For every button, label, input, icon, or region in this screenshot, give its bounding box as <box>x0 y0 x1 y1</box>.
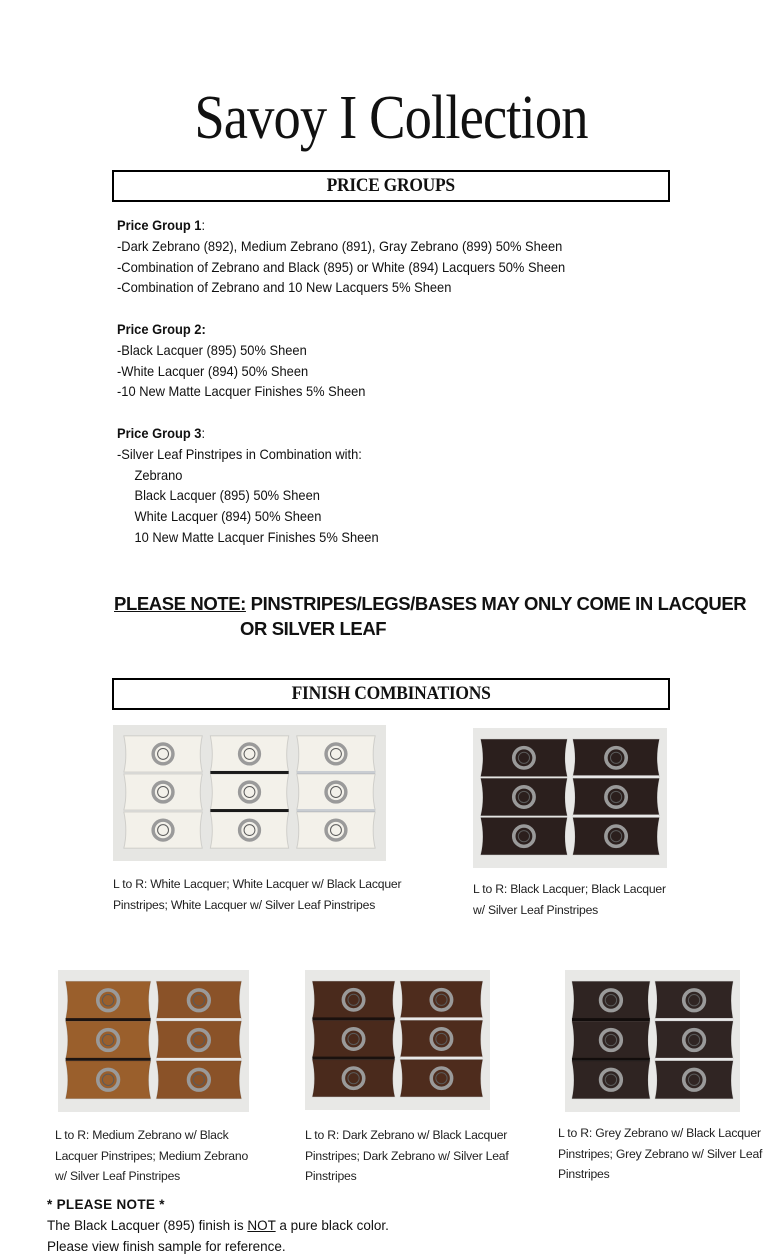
price-group-label: Price Group 2: <box>117 321 206 337</box>
list-item: -White Lacquer (894) 50% Sheen <box>117 362 309 379</box>
list-subitem: White Lacquer (894) 50% Sheen <box>134 508 322 525</box>
list-item: -Dark Zebrano (892), Medium Zebrano (891), Gray Zebrano (899) 50% Sheen <box>117 237 563 254</box>
swatch-photo-grey-zebrano <box>565 970 740 1112</box>
ring-pull-center <box>688 1034 699 1045</box>
ring-pull-center <box>518 791 529 802</box>
list-item: -Silver Leaf Pinstripes in Combination with: <box>117 445 362 462</box>
list-item: -Combination of Zebrano and 10 New Lacquers 5% Sheen <box>117 279 452 296</box>
ring-pull-center <box>610 752 621 763</box>
list-subitem: 10 New Matte Lacquer Finishes 5% Sheen <box>134 528 379 545</box>
list-item: -Black Lacquer (895) 50% Sheen <box>117 341 307 358</box>
price-groups-heading: PRICE GROUPS <box>112 170 670 202</box>
ring-pull-center <box>348 1033 359 1044</box>
price-group-label: Price Group 1 <box>117 217 202 233</box>
ring-pull-center <box>436 1073 447 1084</box>
swatch-caption: L to R: White Lacquer; White Lacquer w/ Black Lacquer Pinstripes; White Lacquer w/ Silver Leaf Pinstripes <box>113 877 402 912</box>
ring-pull-center <box>605 1034 616 1045</box>
footer-heading: * PLEASE NOTE * <box>47 1197 165 1212</box>
ring-pull-center <box>610 831 621 842</box>
list-subitem: Black Lacquer (895) 50% Sheen <box>134 487 320 504</box>
please-note-line-1: PLEASE NOTE: PINSTRIPES/LEGS/BASES MAY ONLY COME IN LACQUER <box>114 593 747 614</box>
please-note-line-2: OR SILVER LEAF <box>240 618 387 639</box>
footer-note <box>47 1194 389 1257</box>
ring-pull-center <box>102 1074 113 1085</box>
swatch-caption: L to R: Grey Zebrano w/ Black Lacquer Pinstripes; Grey Zebrano w/ Silver Leaf Pinstripes <box>558 1126 763 1181</box>
ring-pull-center <box>331 787 342 798</box>
ring-pull-center <box>331 748 342 759</box>
price-group-1: Price Group 1: -Dark Zebrano (892), Medium Zebrano (891), Gray Zebrano (899) 50% Sheen -Combination of Zebrano and Black (895) or White (894) Lacquers 50% Sheen -Combination of Zebrano and 10 New Lacquers 5% Sheen <box>117 215 604 298</box>
swatch-caption: L to R: Dark Zebrano w/ Black Lacquer Pinstripes; Dark Zebrano w/ Silver Leaf Pinstripes <box>305 1128 509 1183</box>
finish-combinations-heading: FINISH COMBINATIONS <box>112 678 670 710</box>
ring-pull-center <box>436 1033 447 1044</box>
ring-pull-center <box>348 994 359 1005</box>
ring-pull-center <box>158 787 169 798</box>
ring-pull-center <box>688 995 699 1006</box>
swatch-caption: L to R: Medium Zebrano w/ Black Lacquer Pinstripes; Medium Zebrano w/ Silver Leaf Pinstripes <box>55 1128 249 1183</box>
price-group-3: Price Group 3: -Silver Leaf Pinstripes in Combination with: Zebrano Black Lacquer (895) 50% Sheen White Lacquer (894) 50% Sheen 10 New Matte Lacquer Finishes 5% Sheen <box>117 423 401 548</box>
ring-pull-center <box>244 748 255 759</box>
list-item: -10 New Matte Lacquer Finishes 5% Sheen <box>117 383 366 400</box>
please-note-label: PLEASE NOTE: <box>114 593 246 614</box>
page-title: Savoy I Collection <box>194 84 588 152</box>
footer-line-2: Please view finish sample for reference. <box>47 1239 286 1254</box>
swatch-photo-dark-zebrano <box>305 970 490 1110</box>
ring-pull-center <box>348 1073 359 1084</box>
price-group-2 <box>117 319 387 402</box>
ring-pull-center <box>193 1034 204 1045</box>
list-item: -Combination of Zebrano and Black (895) or White (894) Lacquers 50% Sheen <box>117 258 566 275</box>
ring-pull-center <box>102 1034 113 1045</box>
ring-pull-center <box>158 748 169 759</box>
ring-pull-center <box>193 1074 204 1085</box>
ring-pull-center <box>244 825 255 836</box>
ring-pull-center <box>436 994 447 1005</box>
swatch-photo-medium-zebrano <box>58 970 249 1112</box>
swatch-caption: L to R: Black Lacquer; Black Lacquer w/ Silver Leaf Pinstripes <box>473 882 666 917</box>
ring-pull-center <box>518 831 529 842</box>
price-group-label: Price Group 3 <box>117 425 202 441</box>
ring-pull-center <box>102 995 113 1006</box>
ring-pull-center <box>193 995 204 1006</box>
list-subitem: Zebrano <box>134 466 183 483</box>
footer-line-1: The Black Lacquer (895) finish is NOT a pure black color. <box>47 1218 389 1233</box>
ring-pull-center <box>688 1074 699 1085</box>
ring-pull-center <box>331 825 342 836</box>
swatch-photo-white-lacquer <box>113 725 386 861</box>
swatch-photo-black-lacquer <box>473 728 667 868</box>
ring-pull-center <box>244 787 255 798</box>
ring-pull-center <box>610 791 621 802</box>
ring-pull-center <box>605 995 616 1006</box>
ring-pull-center <box>605 1074 616 1085</box>
ring-pull-center <box>158 825 169 836</box>
ring-pull-center <box>518 752 529 763</box>
